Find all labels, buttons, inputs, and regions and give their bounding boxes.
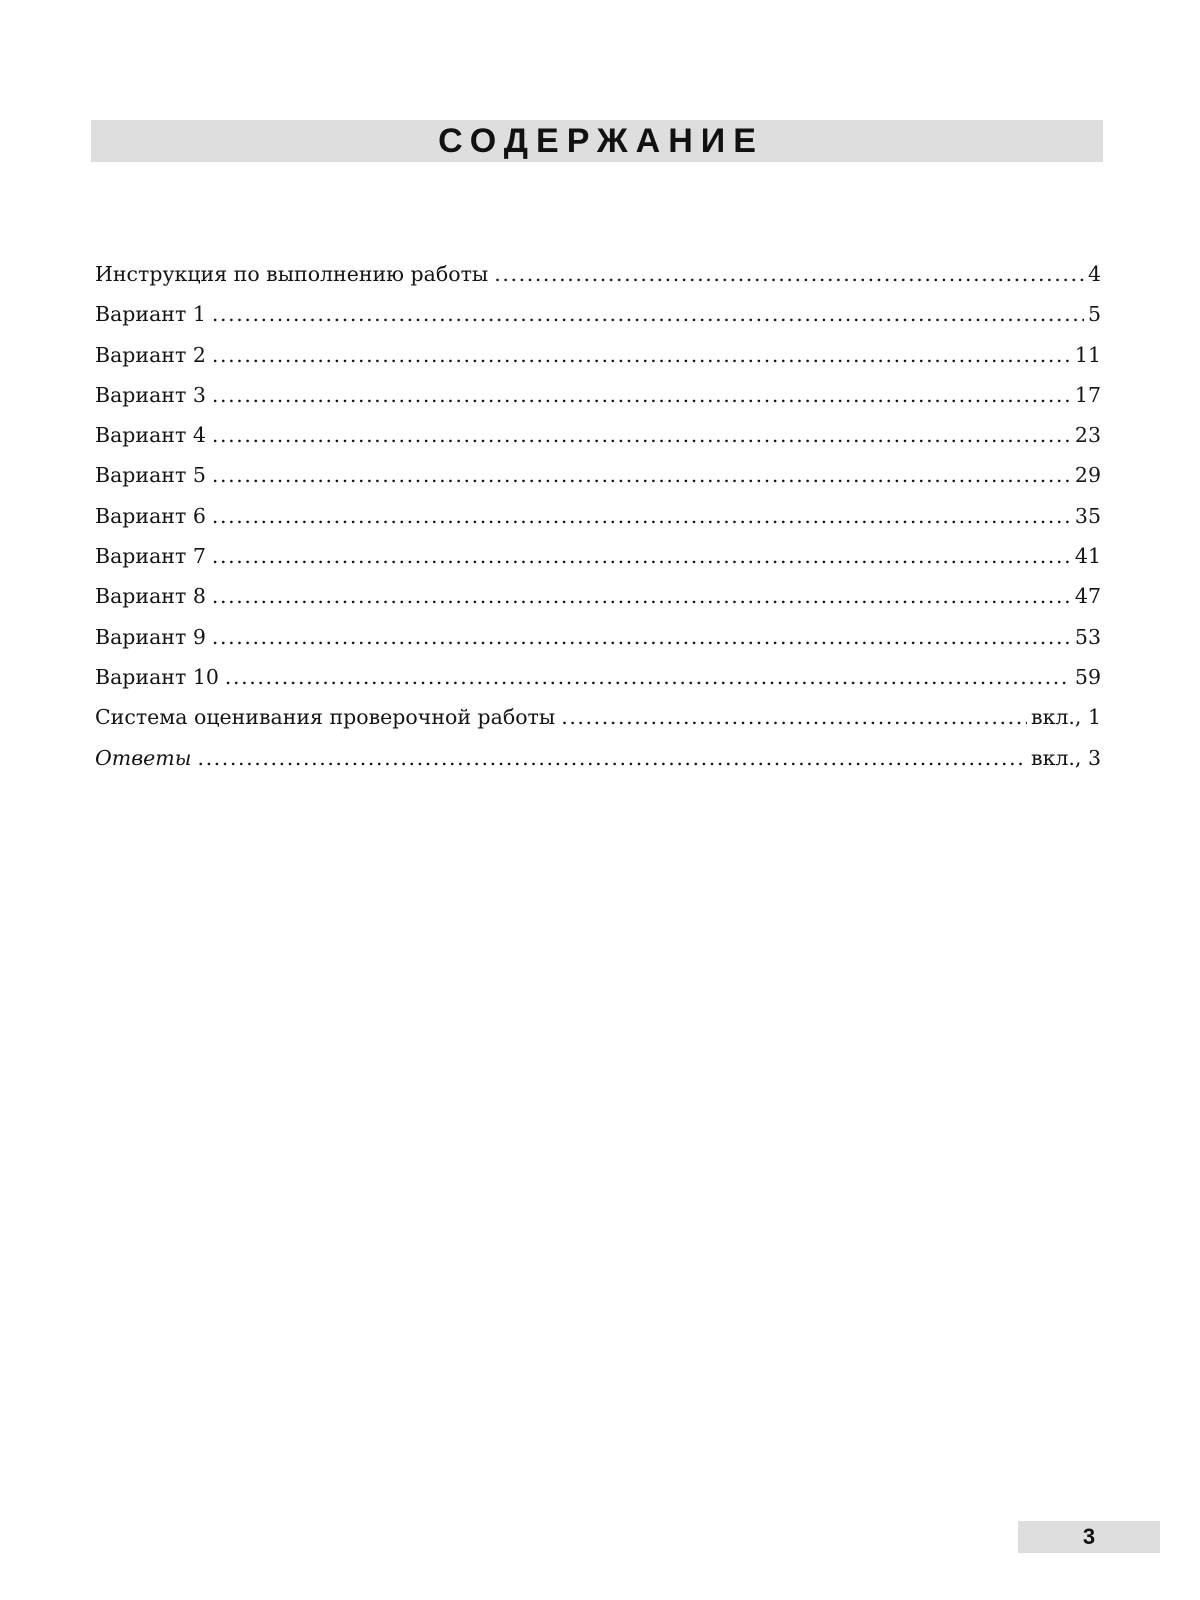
toc-entry-variant-8[interactable]	[95, 584, 1101, 624]
toc-entry-label: Вариант 9	[95, 624, 206, 649]
dot-leader	[494, 262, 1084, 286]
dot-leader	[225, 665, 1071, 689]
page-title: СОДЕРЖАНИЕ	[438, 122, 764, 160]
toc-entry-page: 29	[1074, 463, 1101, 488]
toc-entry-label: Вариант 8	[95, 584, 206, 609]
page-title-bar	[91, 120, 1103, 162]
toc-entry-page: 35	[1074, 503, 1101, 528]
dot-leader	[212, 343, 1071, 367]
toc-entry-page: 5	[1087, 302, 1101, 327]
toc-entry-label: Вариант 10	[95, 664, 219, 689]
toc-entry-page: 11	[1074, 342, 1101, 367]
dot-leader	[212, 504, 1071, 528]
toc-entry-label: Вариант 3	[95, 382, 206, 407]
toc-entry-page: вкл., 1	[1031, 705, 1101, 730]
toc-entry-variant-1[interactable]	[95, 302, 1101, 342]
toc-entry-variant-7[interactable]	[95, 544, 1101, 584]
toc-entry-label: Система оценивания проверочной работы	[95, 705, 556, 730]
toc-entry-grading-system[interactable]	[95, 705, 1101, 745]
toc-entry-variant-5[interactable]	[95, 463, 1101, 503]
dot-leader	[212, 463, 1071, 487]
toc-entry-page: 23	[1074, 423, 1101, 448]
toc-entry-page: 59	[1074, 664, 1101, 689]
page-number-box	[1018, 1521, 1160, 1553]
toc-entry-label: Вариант 6	[95, 503, 206, 528]
toc-entry-answers[interactable]	[95, 746, 1101, 786]
dot-leader	[212, 544, 1071, 568]
dot-leader	[212, 625, 1071, 649]
dot-leader	[197, 746, 1027, 770]
toc-entry-label: Вариант 5	[95, 463, 206, 488]
dot-leader	[212, 423, 1071, 447]
toc-entry-page: 41	[1074, 544, 1101, 569]
toc-entry-label: Ответы	[95, 745, 192, 770]
toc-entry-label: Инструкция по выполнению работы	[95, 262, 489, 286]
dot-leader	[212, 584, 1071, 608]
toc-entry-variant-9[interactable]	[95, 625, 1101, 665]
toc-entry-page: вкл., 3	[1031, 745, 1101, 770]
dot-leader	[212, 302, 1084, 326]
toc-entry-label: Вариант 4	[95, 423, 206, 448]
dot-leader	[561, 705, 1027, 729]
toc-entry-instructions[interactable]	[95, 262, 1101, 302]
toc-entry-variant-2[interactable]	[95, 343, 1101, 383]
toc-entry-page: 53	[1074, 624, 1101, 649]
toc-entry-variant-10[interactable]	[95, 665, 1101, 705]
toc-entry-label: Вариант 1	[95, 302, 206, 327]
toc-entry-page: 4	[1087, 262, 1101, 286]
toc-entry-variant-3[interactable]	[95, 383, 1101, 423]
toc-entry-page: 17	[1074, 382, 1101, 407]
toc-entry-variant-4[interactable]	[95, 423, 1101, 463]
table-of-contents	[95, 262, 1101, 786]
dot-leader	[212, 383, 1071, 407]
toc-entry-variant-6[interactable]	[95, 504, 1101, 544]
page-number: 3	[1082, 1524, 1096, 1549]
toc-entry-label: Вариант 2	[95, 342, 206, 367]
toc-entry-page: 47	[1074, 584, 1101, 609]
toc-entry-label: Вариант 7	[95, 544, 206, 569]
